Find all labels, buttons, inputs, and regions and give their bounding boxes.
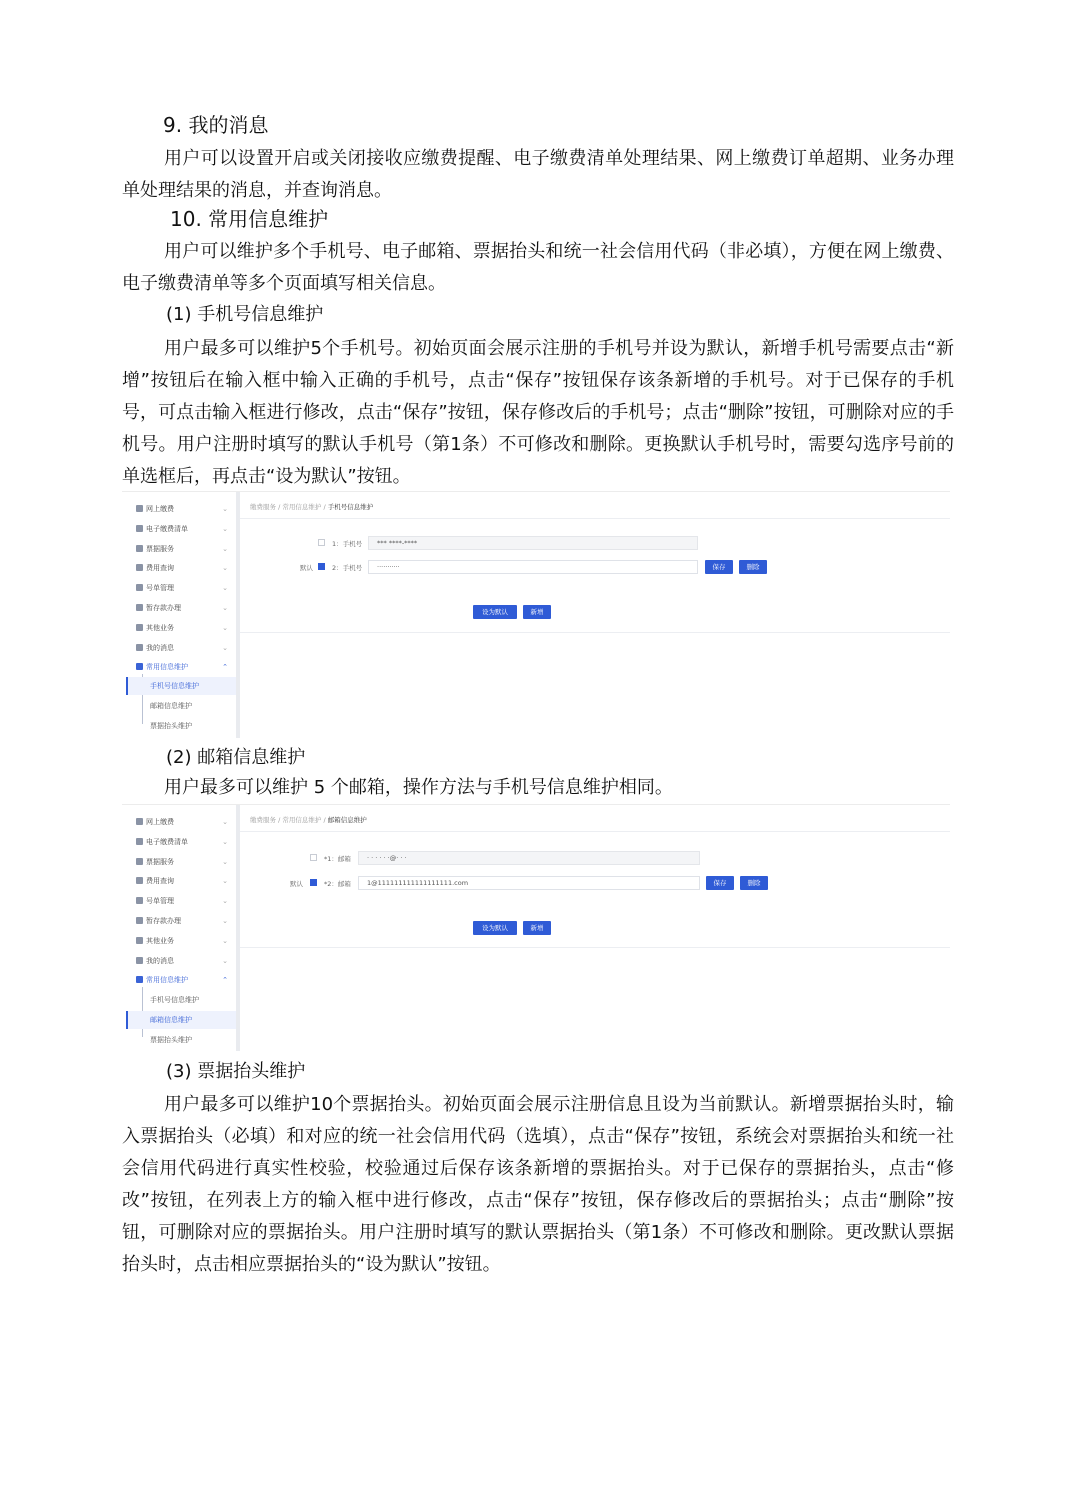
search-icon [136, 564, 143, 571]
row-2-checkbox[interactable] [310, 879, 317, 886]
invoice-icon [136, 545, 143, 552]
sidebar-item-fee-query[interactable]: 费用查询 ⌄ [136, 559, 232, 577]
sidebar-item-other[interactable]: 其他业务 ⌄ [136, 619, 232, 637]
sidebar [122, 805, 237, 1051]
sidebar-item-online-payment[interactable]: 网上缴费 ⌄ [136, 813, 232, 831]
breadcrumb-separator: / [323, 503, 326, 511]
sidebar-item-messages[interactable]: 我的消息 ⌄ [136, 952, 232, 970]
chevron-down-icon: ⌄ [222, 525, 228, 533]
sidebar-item-invoice[interactable]: 票据服务 ⌄ [136, 540, 232, 558]
chevron-up-icon: ⌃ [222, 663, 228, 671]
breadcrumb-item[interactable]: 常用信息维护 [282, 816, 322, 824]
chevron-down-icon: ⌄ [222, 877, 228, 885]
sidebar-item-order-mgmt[interactable]: 号单管理 ⌄ [136, 892, 232, 910]
chevron-down-icon: ⌄ [222, 505, 228, 513]
sidebar-item-e-bill[interactable]: 电子缴费清单 ⌄ [136, 520, 232, 538]
section-9-heading: 9. 我的消息 [163, 113, 269, 137]
chevron-down-icon: ⌄ [222, 604, 228, 612]
chevron-down-icon: ⌄ [222, 937, 228, 945]
delete-button[interactable]: 删除 [739, 560, 767, 574]
add-button[interactable]: 新增 [523, 605, 551, 619]
default-tag: 默认 [290, 880, 303, 888]
breadcrumb-separator: / [278, 816, 281, 824]
sidebar-subitem-invoice-title[interactable]: 票据抬头维护 [150, 722, 192, 730]
row-2-label: 2：手机号 [332, 564, 363, 572]
sidebar-item-messages[interactable]: 我的消息 ⌄ [136, 639, 232, 657]
chevron-down-icon: ⌄ [222, 624, 228, 632]
sidebar-item-order-mgmt[interactable]: 号单管理 ⌄ [136, 579, 232, 597]
chevron-down-icon: ⌄ [222, 838, 228, 846]
sidebar [122, 492, 237, 738]
chevron-down-icon: ⌄ [222, 957, 228, 965]
sidebar-subitem-email[interactable]: 邮箱信息维护 [150, 702, 192, 710]
row-1-checkbox[interactable] [318, 539, 325, 546]
chevron-down-icon: ⌄ [222, 917, 228, 925]
row-2-label: *2：邮箱 [324, 880, 351, 888]
set-default-button[interactable]: 设为默认 [473, 605, 517, 619]
sidebar-subitem-phone[interactable]: 手机号信息维护 [150, 996, 199, 1004]
section-10-body: 用户可以维护多个手机号、电子邮箱、票据抬头和统一社会信用代码（非必填），方便在网上缴费、电子缴费清单等多个页面填写相关信息。 [122, 241, 954, 294]
sub3-body: 用户最多可以维护10个票据抬头。初始页面会展示注册信息且设为当前默认。新增票据抬头时，输入票据抬头（必填）和对应的统一社会信用代码（选填），点击“保存”按钮，系统会对票据抬头和统一社会信用代码进行真实性校验，校验通过后保存该条新增的票据抬头。对于已保存的票据抬头，点击“修改”按钮，在列表上方的输入框中进行修改，点击“保存”按钮，保存修改后的票据抬头；点击“删除”按钮，可删除对应的票据抬头。用户注册时填写的默认票据抬头（第1条）不可修改和删除。更改默认票据抬头时，点击相应票据抬头的“设为默认”按钮。 [122, 1094, 954, 1275]
sidebar-subitem-phone[interactable]: 手机号信息维护 [128, 677, 236, 695]
row-1-label: 1：手机号 [332, 540, 363, 548]
list-icon [136, 838, 143, 845]
payment-icon [136, 505, 143, 512]
chevron-down-icon: ⌄ [222, 644, 228, 652]
main-panel [240, 805, 950, 1051]
sub3-heading: (3) 票据抬头维护 [166, 1061, 306, 1082]
sidebar-item-e-bill[interactable]: 电子缴费清单 ⌄ [136, 833, 232, 851]
grid-icon [136, 937, 143, 944]
edit-icon [136, 976, 143, 983]
delete-button[interactable]: 删除 [740, 876, 768, 890]
order-icon [136, 584, 143, 591]
sidebar-item-common-info[interactable]: 常用信息维护 ⌃ [136, 658, 232, 676]
sidebar-item-other[interactable]: 其他业务 ⌄ [136, 932, 232, 950]
chevron-down-icon: ⌄ [222, 818, 228, 826]
sub2-body: 用户最多可以维护 5 个邮箱，操作方法与手机号信息维护相同。 [164, 777, 673, 798]
sidebar-subitem-invoice-title[interactable]: 票据抬头维护 [150, 1036, 192, 1044]
screenshot-email-maintenance [122, 804, 950, 1051]
divider [240, 831, 950, 832]
breadcrumb-item[interactable]: 缴费服务 [250, 503, 276, 511]
breadcrumb [250, 815, 367, 824]
divider [240, 518, 950, 519]
chevron-down-icon: ⌄ [222, 858, 228, 866]
breadcrumb-current: 手机号信息维护 [327, 503, 374, 511]
default-tag: 默认 [300, 564, 313, 572]
row-1-checkbox[interactable] [310, 854, 317, 861]
chevron-down-icon: ⌄ [222, 545, 228, 553]
list-icon [136, 525, 143, 532]
email-1-input[interactable]: · · · · · ·@· · · [358, 851, 700, 865]
invoice-icon [136, 858, 143, 865]
sidebar-item-deposit[interactable]: 暂存款办理 ⌄ [136, 912, 232, 930]
breadcrumb [250, 502, 373, 511]
email-2-input[interactable]: 1@111111111111111111.com [358, 876, 700, 890]
sidebar-item-common-info[interactable]: 常用信息维护 ⌃ [136, 971, 232, 989]
section-10-heading: 10. 常用信息维护 [170, 207, 329, 231]
edit-icon [136, 663, 143, 670]
bell-icon [136, 644, 143, 651]
sub2-heading: (2) 邮箱信息维护 [166, 747, 306, 768]
grid-icon [136, 624, 143, 631]
row-1-label: *1：邮箱 [324, 855, 351, 863]
payment-icon [136, 818, 143, 825]
section-9-body: 用户可以设置开启或关闭接收应缴费提醒、电子缴费清单处理结果、网上缴费订单超期、业务办理单处理结果的消息，并查询消息。 [122, 148, 954, 201]
divider [240, 947, 950, 948]
set-default-button[interactable]: 设为默认 [473, 921, 517, 935]
breadcrumb-item[interactable]: 缴费服务 [250, 816, 276, 824]
save-button[interactable]: 保存 [705, 560, 733, 574]
order-icon [136, 897, 143, 904]
breadcrumb-separator: / [323, 816, 326, 824]
breadcrumb-separator: / [278, 503, 281, 511]
chevron-up-icon: ⌃ [222, 976, 228, 984]
sub1-heading: (1) 手机号信息维护 [166, 304, 324, 325]
deposit-icon [136, 604, 143, 611]
sidebar-subitem-email[interactable]: 邮箱信息维护 [128, 1011, 236, 1029]
sidebar-item-invoice[interactable]: 票据服务 ⌄ [136, 853, 232, 871]
save-button[interactable]: 保存 [706, 876, 734, 890]
deposit-icon [136, 917, 143, 924]
chevron-down-icon: ⌄ [222, 584, 228, 592]
chevron-down-icon: ⌄ [222, 564, 228, 572]
add-button[interactable]: 新增 [523, 921, 551, 935]
bell-icon [136, 957, 143, 964]
main-panel [240, 492, 950, 738]
phone-1-input[interactable]: *** ****-**** [368, 536, 698, 550]
screenshot-phone-maintenance [122, 491, 950, 738]
sidebar-item-deposit[interactable]: 暂存款办理 ⌄ [136, 599, 232, 617]
sub1-body: 用户最多可以维护5个手机号。初始页面会展示注册的手机号并设为默认，新增手机号需要点击“新增”按钮后在输入框中输入正确的手机号，点击“保存”按钮保存该条新增的手机号。对于已保存的手机号，可点击输入框进行修改，点击“保存”按钮，保存修改后的手机号；点击“删除”按钮，可删除对应的手机号。用户注册时填写的默认手机号（第1条）不可修改和删除。更换默认手机号时，需要勾选序号前的单选框后，再点击“设为默认”按钮。 [122, 338, 954, 487]
divider [240, 632, 950, 633]
chevron-down-icon: ⌄ [222, 897, 228, 905]
sidebar-item-fee-query[interactable]: 费用查询 ⌄ [136, 872, 232, 890]
row-2-checkbox[interactable] [318, 563, 325, 570]
breadcrumb-current: 邮箱信息维护 [327, 816, 367, 824]
phone-2-input[interactable]: ··········· [368, 560, 698, 574]
search-icon [136, 877, 143, 884]
breadcrumb-item[interactable]: 常用信息维护 [282, 503, 322, 511]
sidebar-item-online-payment[interactable]: 网上缴费 ⌄ [136, 500, 232, 518]
